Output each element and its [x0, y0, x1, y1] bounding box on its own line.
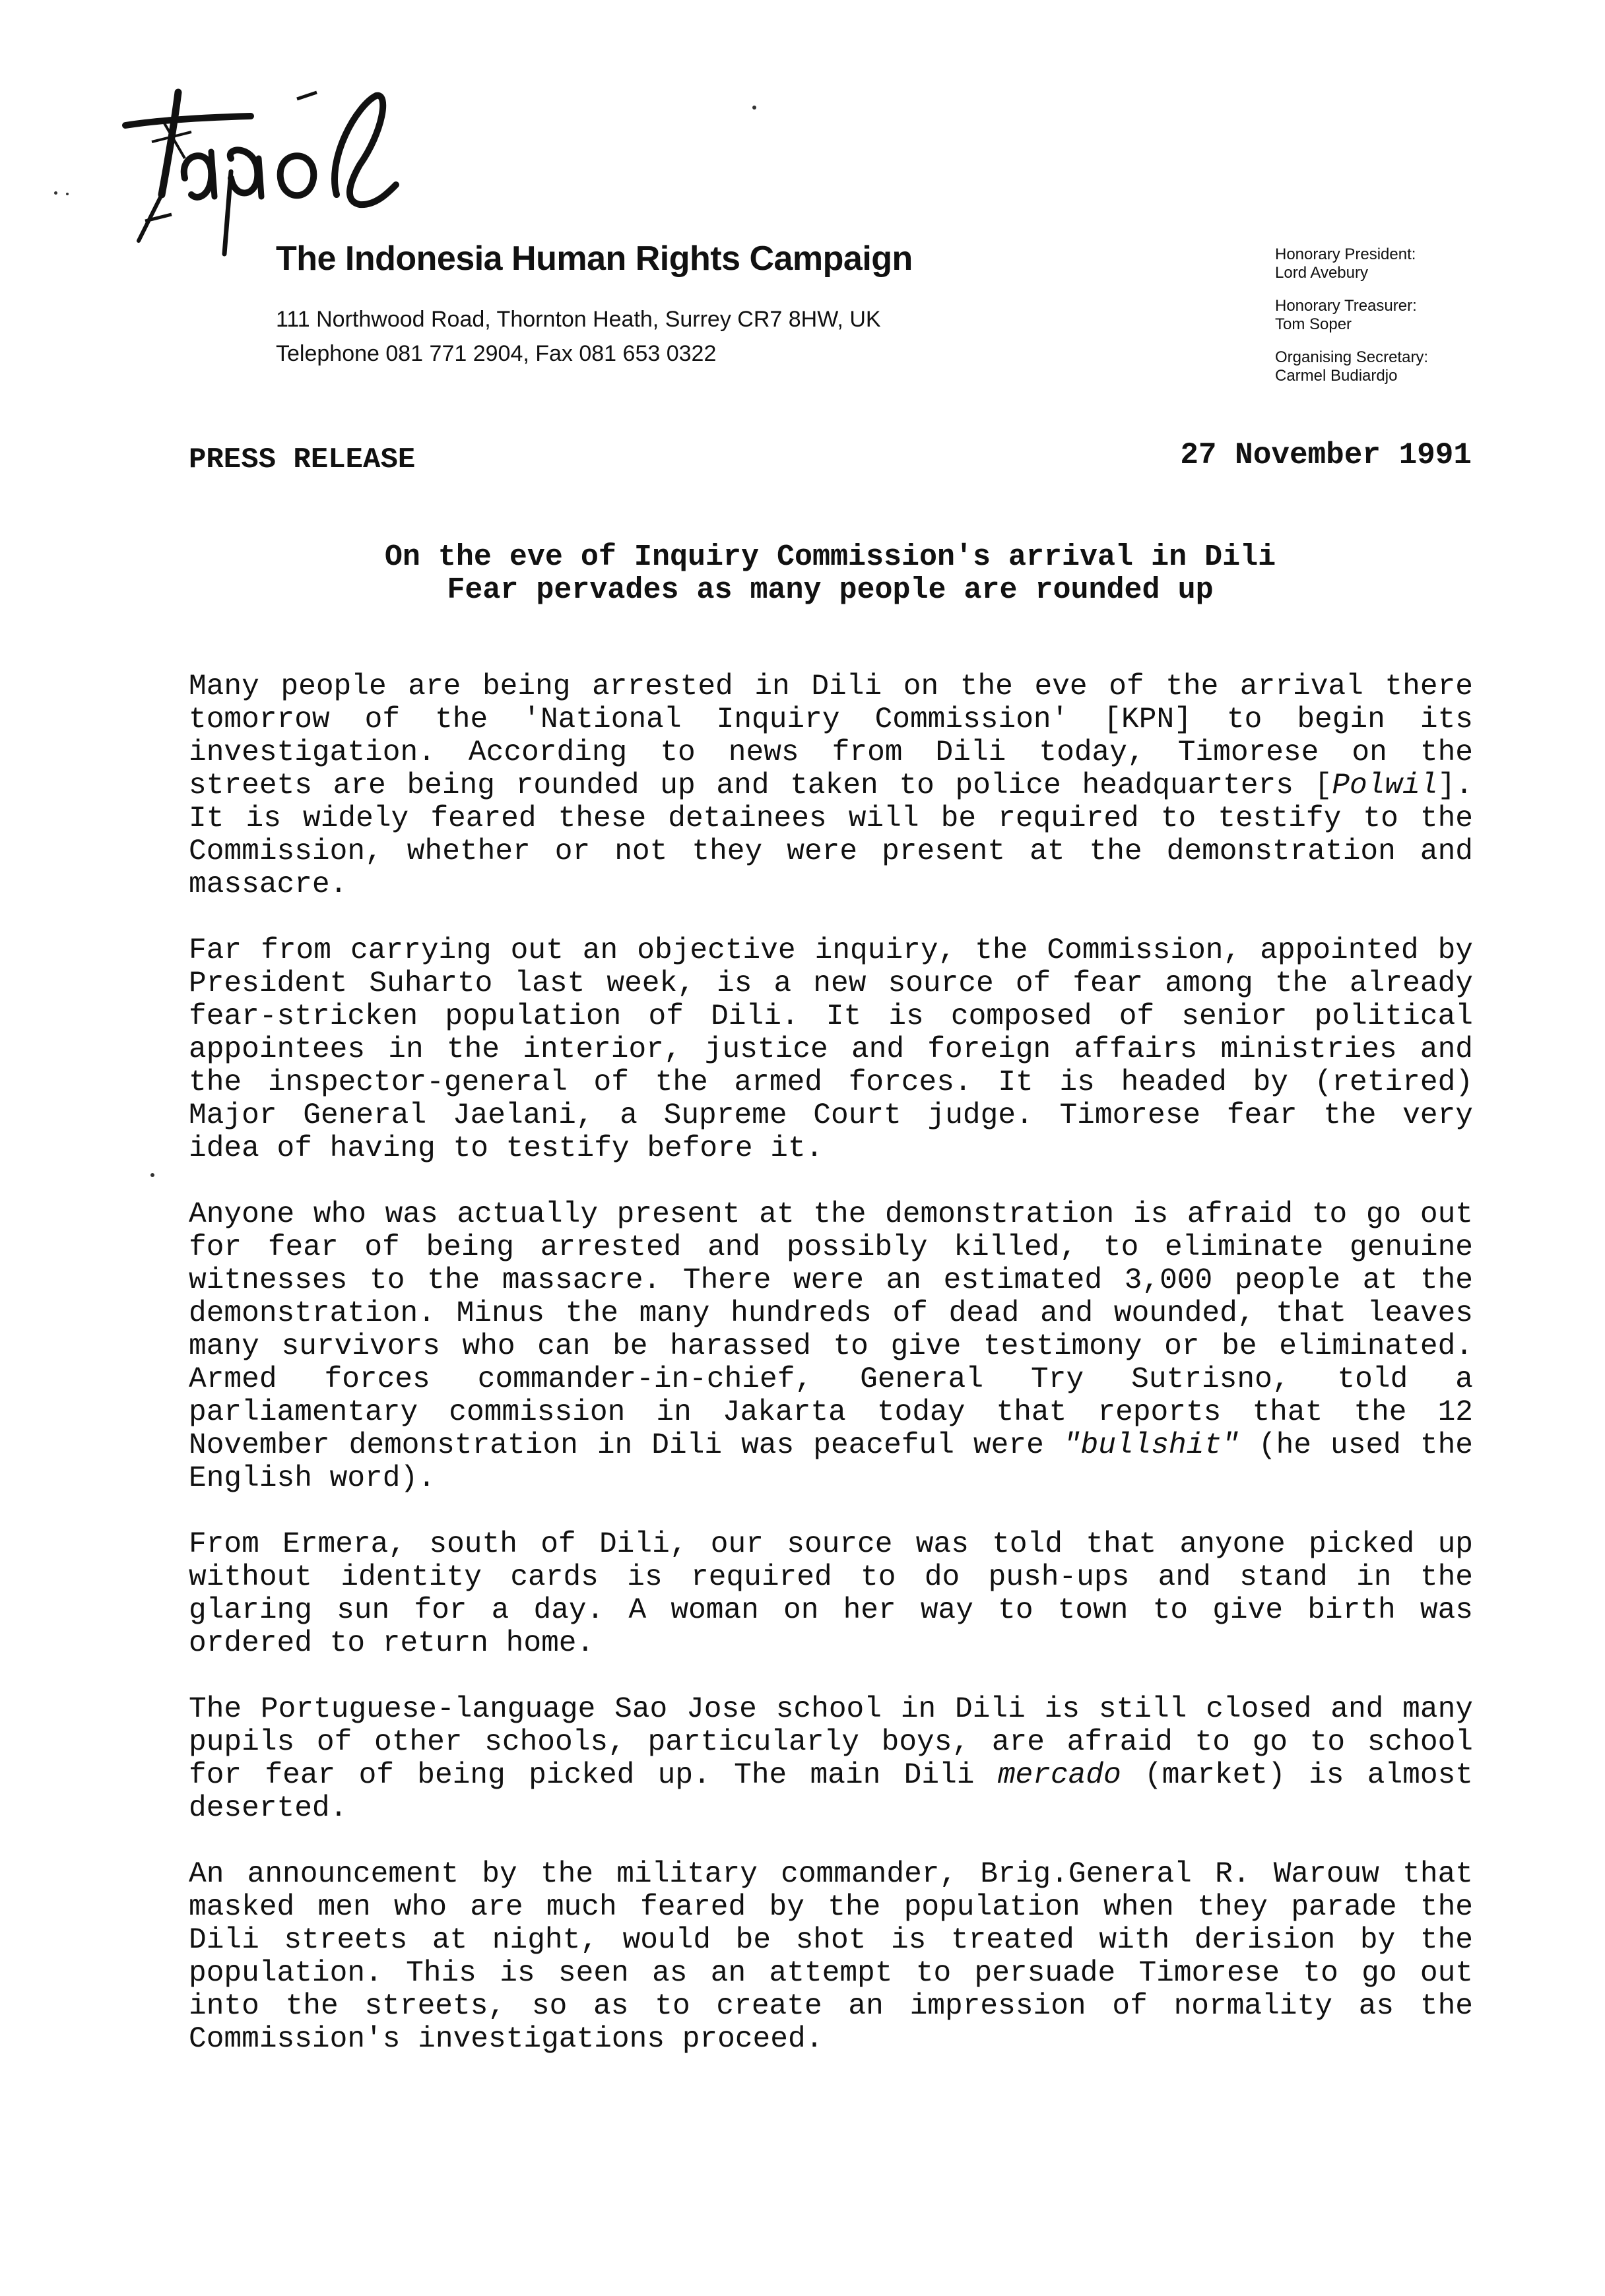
paragraph-4: From Ermera, south of Dili, our source was told that anyone picked up without identity cards is required to do push-ups and stand in the glaring sun for a day. A woman on her way to town to give birth was ordered to return home. [189, 1528, 1473, 1660]
officer-role: Honorary Treasurer: [1275, 297, 1417, 315]
headline-line-1: On the eve of Inquiry Commission's arrival in Dili [384, 540, 1276, 574]
officer-role: Honorary President: [1275, 245, 1416, 263]
paragraph-1-text-a: Many people are being arrested in Dili on the eve of the arrival there tomorrow of the 'National Inquiry Commission' [KPN] to begin its investigation. According to news from Dili today, Timorese on the streets are being rounded up and taken to police headquarters [ [189, 670, 1473, 802]
paragraph-5-italic: mercado [997, 1759, 1121, 1792]
paragraph-5-text-b: (market) is almost deserted. [189, 1759, 1473, 1825]
paragraph-3-italic: "bullshit" [1063, 1429, 1239, 1462]
paragraph-5 [189, 1693, 1473, 1825]
phone-fax-line: Telephone 081 771 2904, Fax 081 653 0322 [276, 341, 717, 366]
scan-speck [54, 191, 57, 195]
paragraph-3 [189, 1198, 1473, 1495]
paragraph-3-text-a: Anyone who was actually present at the demonstration is afraid to go out for fear of being arrested and possibly killed, to eliminate genuine witnesses to the massacre. There were an estimated 3,000 people at the demonstration. Minus the many hundreds of dead and wounded, that leaves many survivors who can be harassed to give testimony or be eliminated. Armed forces commander-in-chief, General Try Sutrisno, told a parliamentary commission in Jakarta today that reports that the 12 November demonstration in Dili was peaceful were [189, 1198, 1473, 1462]
scan-speck [66, 193, 69, 195]
paragraph-5-text-a: The Portuguese-language Sao Jose school in Dili is still closed and many pupils of other schools, particularly boys, are afraid to go to school for fear of being picked up. The main Dili [189, 1693, 1473, 1792]
scan-speck [752, 106, 756, 110]
headline [189, 541, 1472, 607]
officer-secretary [1275, 348, 1473, 385]
officer-president [1275, 245, 1473, 282]
officer-role: Organising Secretary: [1275, 348, 1429, 366]
officer-name: Carmel Budiardjo [1275, 367, 1398, 385]
document-type: PRESS RELEASE [189, 443, 416, 476]
headline-line-2: Fear pervades as many people are rounded up [447, 573, 1214, 607]
org-name: The Indonesia Human Rights Campaign [276, 239, 913, 278]
officer-name: Lord Avebury [1275, 264, 1368, 282]
release-date: 27 November 1991 [1180, 438, 1472, 472]
paragraph-1 [189, 670, 1473, 901]
paragraph-2: Far from carrying out an objective inquiry, the Commission, appointed by President Suharto last week, is a new source of fear among the already fear-stricken population of Dili. It is composed of senior political appointees in the interior, justice and foreign affairs ministries and the inspector-general of the armed forces. It is headed by (retired) Major General Jaelani, a Supreme Court judge. Timorese fear the very idea of having to testify before it. [189, 934, 1473, 1165]
article-body [189, 670, 1473, 2056]
paragraph-6: An announcement by the military commander, Brig.General R. Warouw that masked men who are much feared by the population when they parade the Dili streets at night, would be shot is treated with derision by the population. This is seen as an attempt to persuade Timorese to go out into the streets, so as to create an impression of normality as the Commission's investigations proceed. [189, 1858, 1473, 2056]
paragraph-1-text-b: ]. It is widely feared these detainees will be required to testify to the Commission, whether or not they were present at the demonstration and massacre. [189, 769, 1473, 901]
officers-list [1275, 245, 1473, 400]
scan-speck [150, 1173, 154, 1177]
paragraph-3-text-b: (he used the English word). [189, 1429, 1473, 1495]
officer-name: Tom Soper [1275, 315, 1352, 333]
org-address [276, 302, 881, 371]
paragraph-1-italic: Polwil [1332, 769, 1438, 802]
officer-treasurer [1275, 297, 1473, 334]
address-line: 111 Northwood Road, Thornton Heath, Surrey CR7 8HW, UK [276, 307, 881, 332]
